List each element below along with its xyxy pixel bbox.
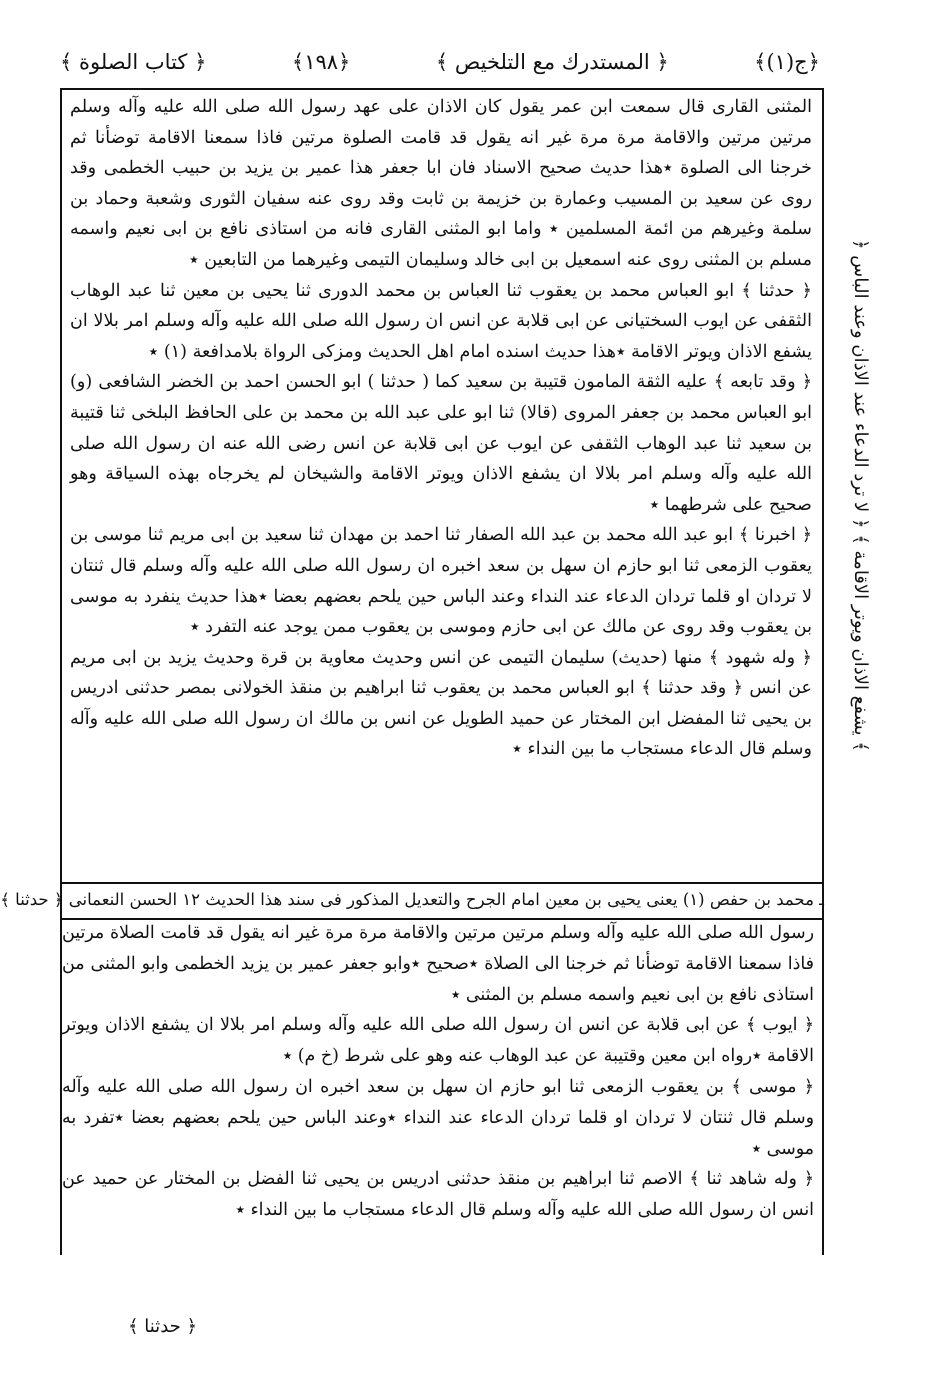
catchword: ﴿ حدثنا ﴾ bbox=[128, 1316, 198, 1337]
paragraph: ﴿ حدثنا ﴾ ابو العباس محمد بن يعقوب ثنا العباس بن محمد الدورى ثنا يحيى بن معين ثنا عبد الوهاب الثقفى عن ايوب السختيانى عن ابى قلابة عن انس ان رسول الله صلى الله عليه وآله وسلم امر بلالا ان يشفع الاذان ويوتر الاقامة ٭هذا حديث اسنده امام اهل الحديث ومزكى الرواة بلامدافعة (١) ٭ bbox=[70, 280, 812, 362]
running-title: ﴿ المستدرك مع التلخيص ﴾ bbox=[435, 50, 669, 74]
footnote: رسول الله صلى الله عليه وآله وسلم مرتين مرتين والاقامة مرة مرة غير انه يقول قد قامت الصلاة مرتين فاذا سمعنا الاقامة توضأنا ثم خرجنا الى الصلاة ٭صحيح ٭وابو جعفر عمير بن يزيد الخطمى وابو المثنى من استاذى نافع بن ابى نعيم واسمه مسلم بن المثنى ٭ bbox=[62, 923, 814, 1005]
footnote: ﴿ وله شاهد ثنا ﴾ الاصم ثنا ابراهيم بن منقذ حدثنى ادريس بن يحيى ثنا الفضل بن المختار عن حميد عن انس ان رسول الله صلى الله عليه وآله وسلم قال الدعاء مستجاب ما بين النداء ٭ bbox=[62, 1169, 814, 1221]
paragraph: ﴿ وقد تابعه ﴾ عليه الثقة المامون قتيبة بن سعيد كما ( حدثنا ) ابو الحسن احمد بن الخضر الشافعى (و) ابو العباس محمد بن جعفر المروى (قالا) ثنا ابو على عبد الله بن محمد بن على الحافظ البلخى ثنا قتيبة بن سعيد ثنا عبد الوهاب الثقفى عن ايوب عن ابى قلابة عن انس رضى الله عنه ان رسول الله صلى الله عليه وآله وسلم امر بلالا ان يشفع الاذان ويوتر الاقامة والشيخان لم يخرجاه بهذه السياقة وهو صحيح على شرطهما ٭ bbox=[70, 372, 812, 515]
margin-note: ﴿ يشفع الاذان ويوتر الاقامة ﴾ ﴿ لا ترد الدعاء عند الاذان وعند الباس ﴾ bbox=[850, 238, 871, 752]
volume-label: ﴿ج(١)﴾ bbox=[754, 50, 820, 74]
footnotes bbox=[62, 918, 814, 1226]
page-header bbox=[60, 40, 820, 84]
page-number: ﴿١٩٨﴾ bbox=[291, 50, 351, 74]
paragraph: المثنى القارى قال سمعت ابن عمر يقول كان الاذان على عهد رسول الله صلى الله عليه وآله وسلم مرتين مرتين والاقامة مرة مرة غير انه يقول قد قامت الصلوة مرتين فاذا سمعنا الاقامة توضأنا ثم خرجنا الى الصلوة ٭هذا حديث صحيح الاسناد فان ابا جعفر هذا عمير بن يزيد بن حبيب الخطمى وقد روى عن سعيد بن المسيب وعمارة بن خزيمة بن ثابت وقد روى عنه سفيان الثورى وشعبة وحماد بن سلمة وغيرهم من ائمة المسلمين ٭ واما ابو المثنى القارى فانه من استاذى نافع بن ابى نعيم واسمه مسلم بن المثنى روى عنه اسمعيل بن ابى خالد وسليمان التيمى وغيرهما من التابعين ٭ bbox=[70, 97, 812, 270]
footnote: ﴿ موسى ﴾ بن يعقوب الزمعى ثنا ابو حازم ان سهل بن سعد اخبره ان رسول الله صلى الله عليه وآله وسلم قال ثنتان لا تردان او قلما تردان الدعاء عند النداء ٭وعند الباس حين يلحم بعضهم بعضا ٭تفرد به موسى ٭ bbox=[62, 1076, 814, 1159]
footnote: ﴿ ايوب ﴾ عن ابى قلابة عن انس ان رسول الله صلى الله عليه وآله وسلم امر بلالا ان يشفع الاذان ويوتر الاقامة ٭رواه ابن معين وقتيبة عن عبد الوهاب عنه وهو على شرط (خ م) ٭ bbox=[62, 1015, 814, 1067]
footnote-separator: ـ محمد بن حفص (١) يعنى يحيى بن معين امام الجرح والتعديل المذكور فى سند هذا الحديث ١٢ الحسن النعمانى ﴿ حدثنا ﴾ bbox=[60, 882, 824, 920]
main-text bbox=[70, 92, 812, 765]
paragraph: ﴿ وله شهود ﴾ منها (حديث) سليمان التيمى عن انس وحديث معاوية بن قرة وحديث يزيد بن ابى مريم عن انس ﴿ وقد حدثنا ﴾ ابو العباس محمد بن يعقوب ثنا ابراهيم بن منقذ الخولانى بمصر حدثنى ادريس بن يحيى ثنا المفضل ابن المختار عن حميد الطويل عن انس بن مالك ان رسول الله صلى الله عليه وآله وسلم قال الدعاء مستجاب ما بين النداء ٭ bbox=[70, 647, 812, 760]
book-title: ﴿ كتاب الصلوة ﴾ bbox=[60, 50, 207, 74]
paragraph: ﴿ اخبرنا ﴾ ابو عبد الله محمد بن عبد الله الصفار ثنا احمد بن مهدان ثنا سعيد بن ابى مريم ثنا موسى بن يعقوب الزمعى ثنا ابو حازم ان سهل بن سعد اخبره ان رسول الله صلى الله عليه وآله وسلم قال ثنتان لا تردان او قلما تردان الدعاء عند النداء وعند الباس حين يلحم بعضهم بعضا ٭هذا حديث ينفرد به موسى بن يعقوب وقد روى عن مالك عن ابى حازم وموسى بن يعقوب ممن يوجد عنه التفرد ٭ bbox=[70, 525, 813, 638]
